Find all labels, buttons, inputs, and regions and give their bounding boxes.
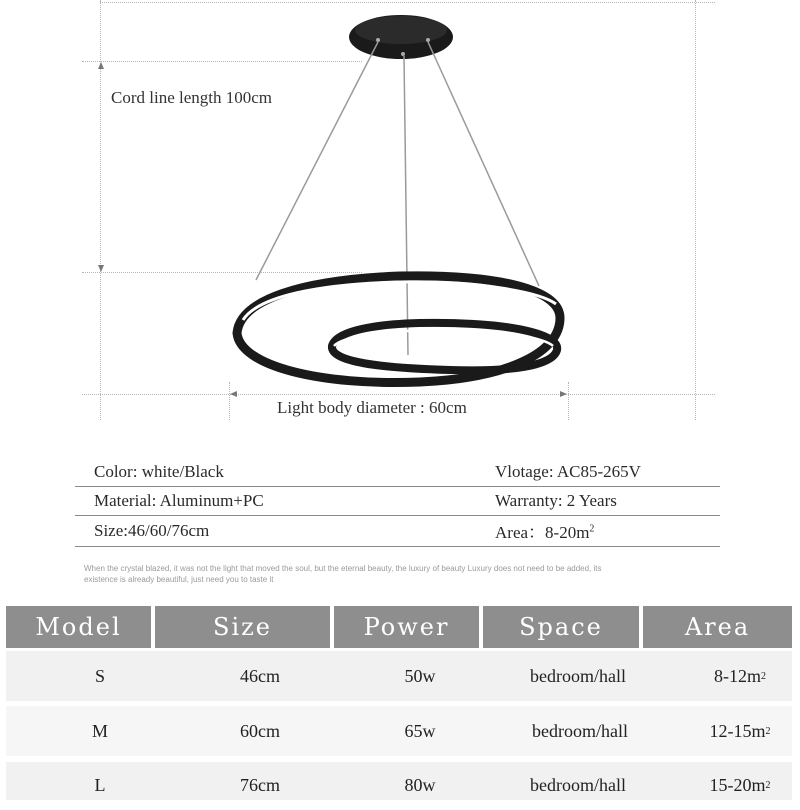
spec-area-value: 8-20m	[545, 523, 590, 542]
spec-material: Material: Aluminum+PC	[94, 491, 264, 510]
spec-color: Color: white/Black	[94, 462, 224, 481]
cell-space: bedroom/hall	[530, 665, 626, 686]
header-size: Size	[155, 606, 330, 648]
cord-length-label: Cord line length 100cm	[111, 88, 273, 107]
spec-divider-2	[75, 515, 720, 516]
suspension-cable-center	[404, 56, 408, 355]
spec-divider-3	[75, 546, 720, 547]
spec-warranty: Warranty: 2 Years	[495, 491, 617, 510]
header-power: Power	[334, 606, 479, 648]
cell-size: 60cm	[240, 720, 280, 741]
cell-area: 12-15m 2	[709, 720, 771, 741]
cell-power: 80w	[404, 774, 436, 795]
cell-area: 8-12m 2	[714, 665, 766, 686]
spec-area	[495, 518, 594, 543]
cell-space: bedroom/hall	[530, 774, 626, 795]
spec-area-sup: 2	[589, 523, 595, 535]
cell-power: 65w	[404, 720, 436, 741]
spec-size: Size:46/60/76cm	[94, 521, 210, 540]
cell-size: 46cm	[240, 665, 280, 686]
suspension-cable-right	[428, 42, 539, 286]
spec-voltage: Vlotage: AC85-265V	[495, 462, 641, 481]
spec-divider-1	[75, 486, 720, 487]
diameter-label: Light body diameter : 60cm	[277, 398, 467, 417]
cell-model: L	[94, 774, 106, 795]
header-space: Space	[483, 606, 639, 648]
header-model: Model	[6, 606, 151, 648]
fine-print-text: When the crystal blazed, it was not the light that moved the soul, but the eternal beauty, the luxury of beauty Luxury does not need to be added, its existence is already beautiful, just need you to taste it	[84, 564, 602, 584]
cell-model: M	[91, 720, 108, 741]
cell-space: bedroom/hall	[532, 720, 628, 741]
header-area: Area	[643, 606, 792, 648]
cell-size: 76cm	[240, 774, 280, 795]
suspension-cable-left	[256, 42, 378, 280]
cell-power: 50w	[404, 665, 436, 686]
spec-area-label: Area：	[495, 523, 546, 542]
cell-area: 15-20m 2	[709, 774, 771, 795]
cell-model: S	[94, 665, 105, 686]
